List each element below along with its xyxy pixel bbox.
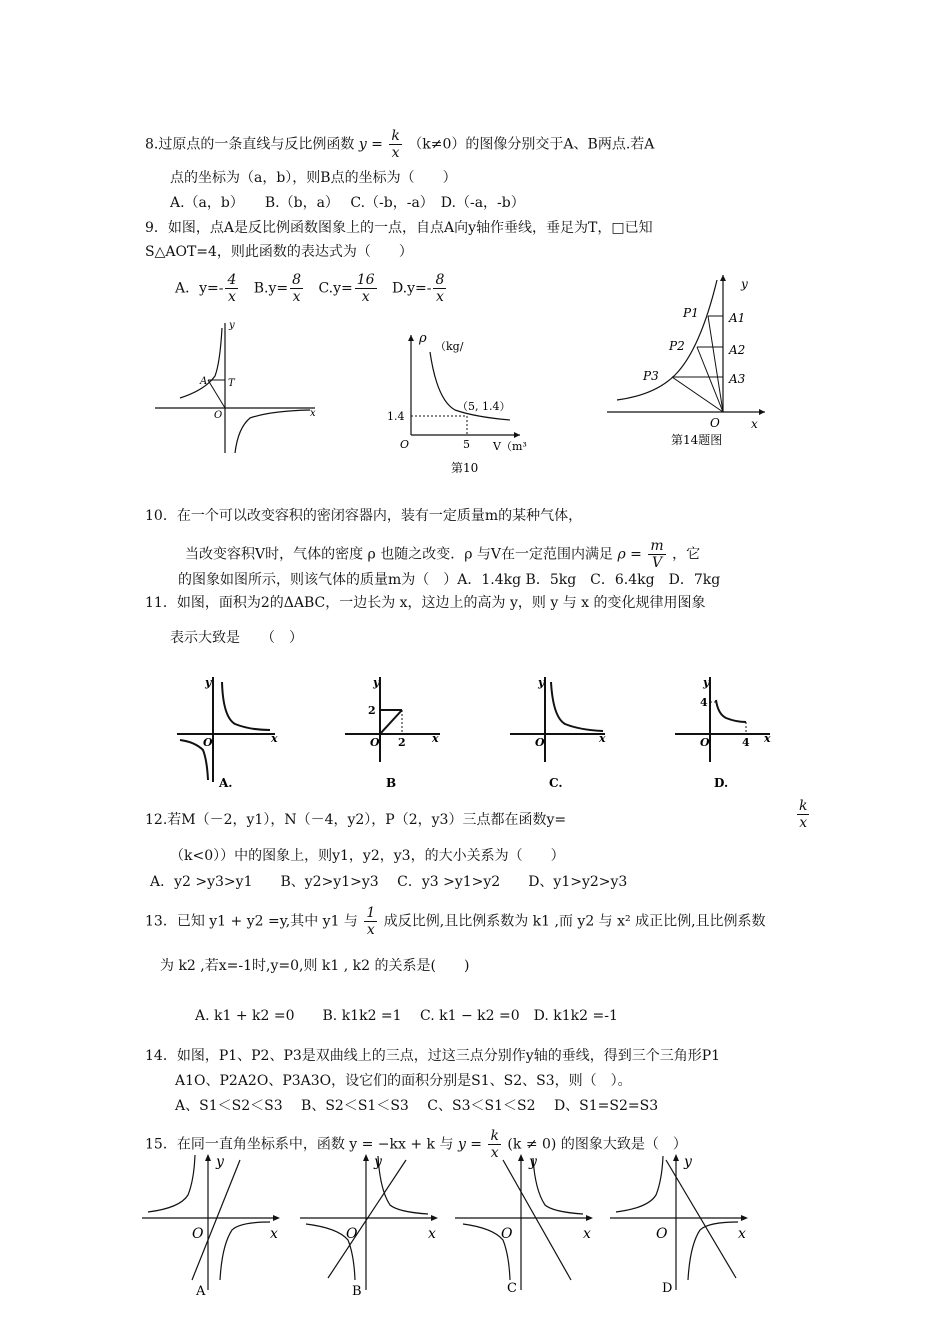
svg-text:A: A [200,376,208,387]
svg-text:O: O [535,736,545,749]
q14-line2: A1O、P2A2O、P3A3O，设它们的面积分别是S1、S2、S3，则（ ）。 [175,1073,632,1089]
svg-text:2: 2 [398,736,406,749]
svg-text:O: O [192,1226,204,1242]
svg-text:y: y [703,676,710,689]
svg-text:y: y [374,1154,382,1170]
svg-text:O: O [710,416,720,430]
svg-text:V（m³: V（m³ [493,440,527,453]
q13-stem: 13．已知 y1 + y2 =y,其中 y1 与 $\frac{1}{x}$ 成反比例,且比例系数为 k1 ,而 y2 与 x² 成正比例,且比例系数 [145,905,766,938]
svg-text:x: x [599,732,606,745]
svg-text:x: x [310,408,316,419]
q15-graph-a [140,1150,290,1300]
q12-fraction: $\frac{k}{x}$ [799,798,808,831]
svg-text:T: T [228,378,235,389]
svg-text:x: x [751,417,758,431]
svg-text:第10: 第10 [451,461,479,475]
svg-text:ρ: ρ [419,331,427,346]
svg-text:O: O [501,1226,513,1242]
q8-fraction: $\frac{k}{x}$ [391,128,400,161]
q8-stem: 8.过原点的一条直线与反比例函数 y = $\frac{k}{x}$ （k≠0）的图像分别交于A、B两点.若A [145,128,655,161]
svg-text:O: O [346,1226,358,1242]
svg-text:C.: C. [549,776,563,790]
svg-text:4: 4 [700,696,708,709]
q11-stem: 11．如图，面积为2的ΔABC，一边长为 x，这边上的高为 y，则 y 与 x 的变化规律用图象 [145,595,706,611]
svg-text:（kg/: （kg/ [435,340,464,353]
svg-text:B: B [386,776,397,790]
q9-stem: 9．如图，点A是反比例函数图象上的一点，自点A向y轴作垂线，垂足为T，□已知 [145,220,653,236]
q10-stem: 10．在一个可以改变容积的密闭容器内，装有一定质量m的某种气体， [145,508,583,524]
svg-text:A2: A2 [729,343,746,357]
q11-graph-a [175,672,285,792]
svg-text:y: y [229,320,235,331]
svg-text:P1: P1 [683,306,699,320]
q12-line2: （k<0））中的图象上，则y1，y2，y3，的大小关系为（ ） [170,848,565,864]
q15-graph-c [453,1150,603,1300]
svg-text:O: O [400,438,410,451]
svg-text:4: 4 [742,736,750,749]
q12-options: A．y2 >y3>y1 B、y2>y1>y3 C．y3 >y1>y2 D、y1>y2>y3 [150,874,628,890]
q14-options: A、S1＜S2＜S3 B、S2＜S1＜S3 C、S3＜S1＜S2 D、S1=S2=S3 [175,1098,659,1114]
q14-stem: 14．如图，P1、P2、P3是双曲线上的三点，过这三点分别作y轴的垂线，得到三个三角形P1 [145,1048,721,1064]
svg-text:A: A [196,1284,206,1299]
q10-line2: 当改变容积V时，气体的密度 ρ 也随之改变．ρ 与V在一定范围内满足 ρ = $\frac{m}{V}$ ，它 [185,538,701,571]
q15-graph-d [608,1150,758,1300]
svg-text:第14题图: 第14题图 [671,433,723,447]
svg-text:2: 2 [368,704,376,717]
svg-text:O: O [656,1226,668,1242]
q11-line2: 表示大致是 （ ） [170,630,303,646]
svg-text:y: y [684,1154,692,1170]
svg-text:A.: A. [219,776,233,790]
svg-text:y: y [538,676,545,689]
figure-q9 [150,318,320,458]
q8-line2: 点的坐标为（a，b），则B点的坐标为（ ） [170,170,457,186]
svg-text:D.: D. [714,776,729,790]
svg-text:1.4: 1.4 [387,410,405,423]
svg-text:O: O [214,410,223,421]
q11-graph-d [670,672,780,792]
svg-text:P3: P3 [643,369,659,383]
svg-text:x: x [432,732,439,745]
svg-text:y: y [216,1154,224,1170]
q13-line2: 为 k2 ,若x=-1时,y=0,则 k1 , k2 的关系是( ) [160,958,470,974]
svg-text:A3: A3 [729,372,746,386]
svg-text:C: C [507,1281,517,1296]
svg-text:P2: P2 [669,339,685,353]
svg-text:x: x [271,732,278,745]
svg-text:y: y [205,676,212,689]
q11-graph-b [340,672,450,792]
q9-line2: S△AOT=4，则此函数的表达式为（ ） [145,244,413,260]
figure-q10 [385,330,535,480]
svg-text:x: x [583,1226,591,1242]
svg-text:y: y [373,676,380,689]
q15-stem: 15．在同一直角坐标系中，函数 y = −kx + k 与 y = $\frac{k}{x}$ (k ≠ 0) 的图象大致是（ ） [145,1128,687,1161]
svg-text:D: D [662,1281,673,1296]
svg-text:B: B [352,1284,362,1299]
svg-text:5: 5 [463,438,470,451]
q15-graph-b [298,1150,448,1300]
q12-stem: 12.若M（－2，y1），N（－4，y2），P（2，y3）三点都在函数y= [145,812,567,828]
svg-text:A1: A1 [729,311,746,325]
q8-options: A.（a，b） B.（b，a） C.（-b，-a） D.（-a，-b） [170,195,525,211]
q10-line3: 的图象如图所示，则该气体的质量m为（ ）A．1.4kg B．5kg C．6.4kg D．7kg [178,572,721,588]
svg-text:x: x [270,1226,278,1242]
q9-options: A．y=- $\frac{4}{x}$ B.y= $\frac{8}{x}$ C.y= $\frac{16}{x}$ D.y=- $\frac{8}{x}$ [175,272,445,305]
svg-text:x: x [764,732,771,745]
q11-graph-c [505,672,615,792]
svg-text:O: O [700,736,710,749]
svg-text:O: O [370,736,380,749]
svg-text:y: y [529,1154,537,1170]
svg-text:x: x [738,1226,746,1242]
figure-q14 [605,270,775,455]
q13-options: A. k1 + k2 =0 B. k1k2 =1 C. k1 − k2 =0 D. k1k2 =-1 [195,1008,618,1024]
svg-text:O: O [203,736,213,749]
svg-text:y: y [741,277,748,291]
svg-text:（5, 1.4）: （5, 1.4） [457,400,511,413]
svg-text:x: x [428,1226,436,1242]
